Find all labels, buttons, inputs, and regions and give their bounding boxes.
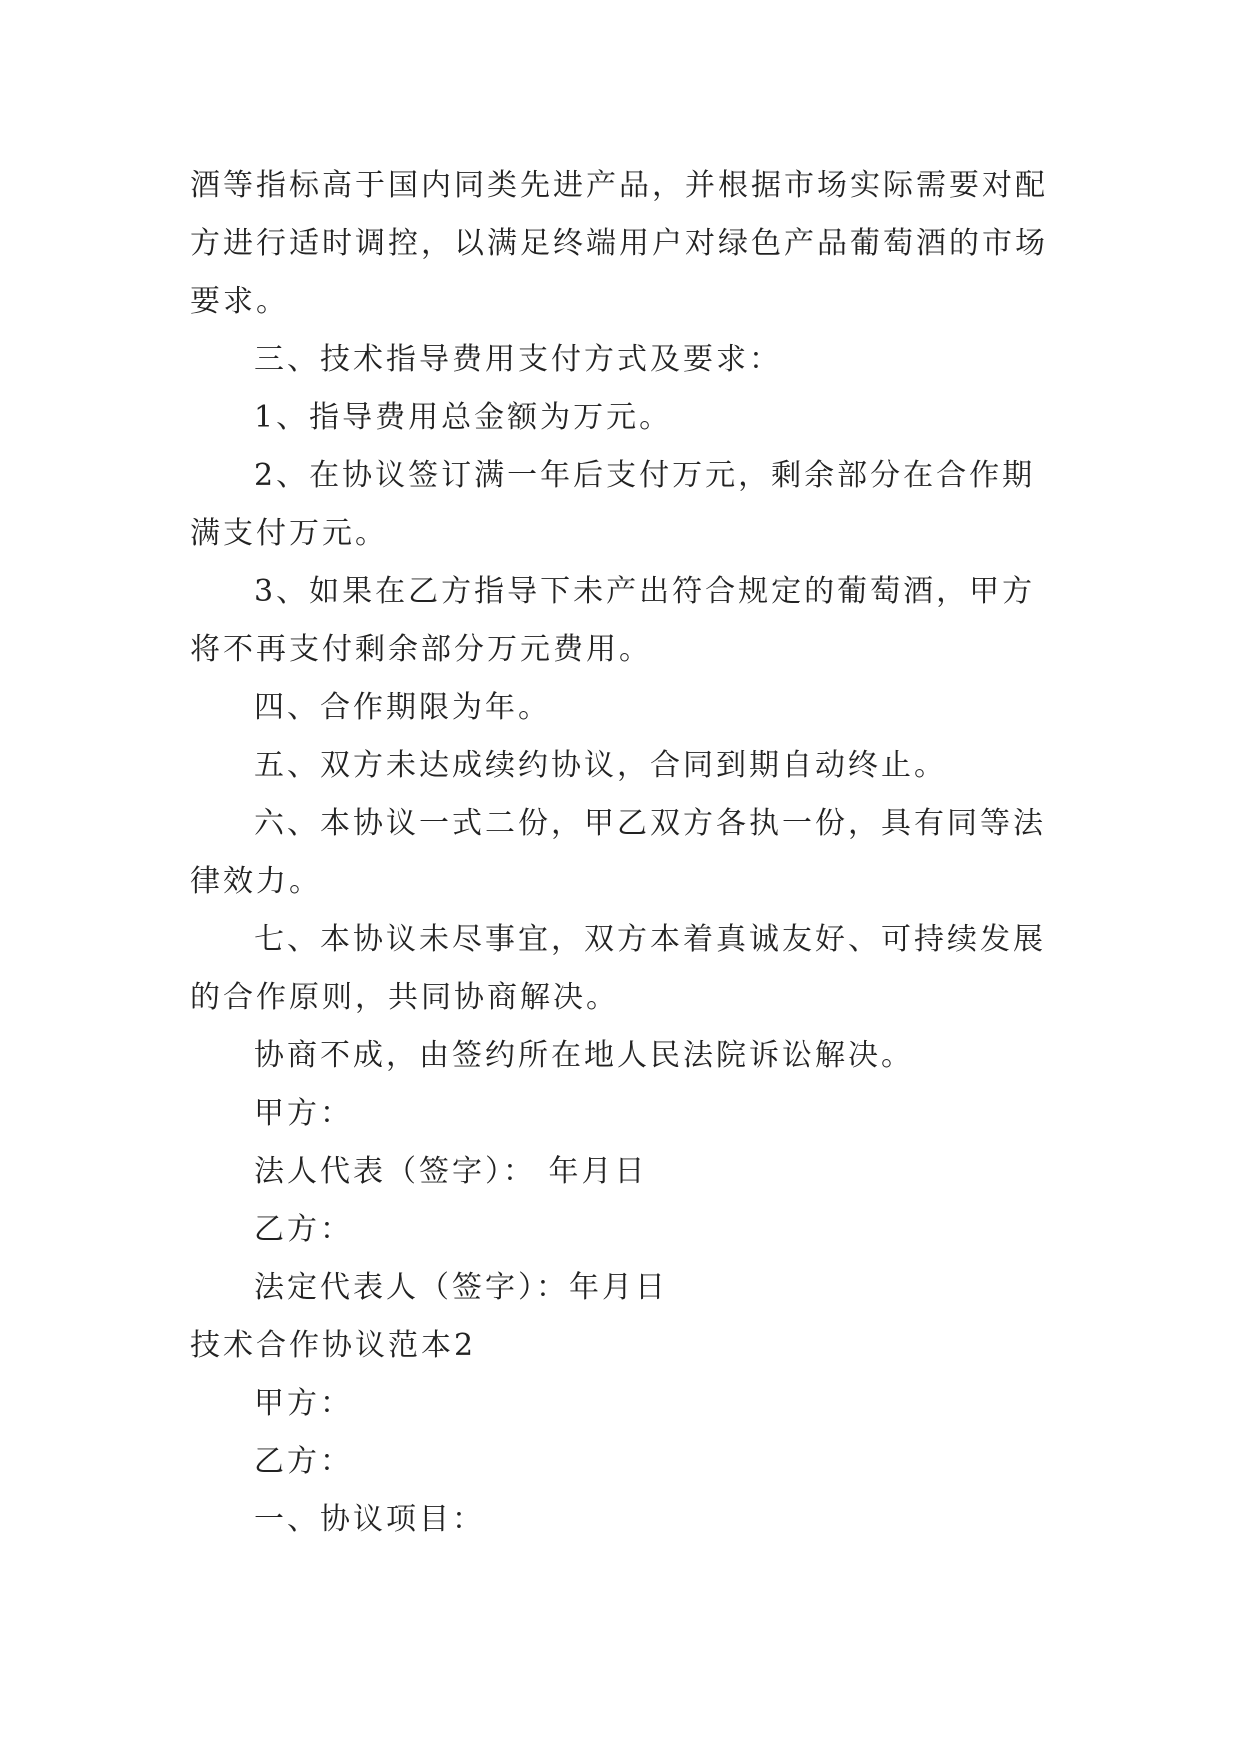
- section-five: 五、双方未达成续约协议，合同到期自动终止。: [254, 748, 947, 783]
- section-three-heading: 三、技术指导费用支付方式及要求：: [254, 342, 782, 377]
- document-body: [190, 157, 1060, 1549]
- party-a-label: 甲方：: [254, 1096, 353, 1131]
- clause-3: 3、如果在乙方指导下未产出符合规定的葡萄酒，甲方将不再支付剩余部分万元费用。: [190, 574, 1036, 667]
- section-seven: 七、本协议未尽事宜，双方本着真诚友好、可持续发展的合作原则，共同协商解决。: [190, 922, 1046, 1015]
- party-b-label: 乙方：: [254, 1212, 353, 1247]
- template-2-party-a: 甲方：: [254, 1386, 353, 1421]
- dispute-resolution: 协商不成，由签约所在地人民法院诉讼解决。: [254, 1038, 914, 1073]
- clause-2: 2、在协议签订满一年后支付万元，剩余部分在合作期满支付万元。: [190, 458, 1036, 551]
- party-a-signature: 法人代表（签字）： 年月日: [254, 1154, 648, 1189]
- template-2-party-b: 乙方：: [254, 1444, 353, 1479]
- clause-1: 1、指导费用总金额为万元。: [254, 400, 673, 435]
- template-2-section-one: 一、协议项目：: [254, 1502, 485, 1537]
- section-four: 四、合作期限为年。: [254, 690, 551, 725]
- section-six: 六、本协议一式二份，甲乙双方各执一份，具有同等法律效力。: [190, 806, 1046, 899]
- party-b-signature: 法定代表人（签字）：年月日: [254, 1270, 668, 1305]
- template-2-title: 技术合作协议范本2: [190, 1328, 477, 1363]
- paragraph-continuation: 酒等指标高于国内同类先进产品，并根据市场实际需要对配方进行适时调控，以满足终端用户对绿色产品葡萄酒的市场要求。: [190, 168, 1048, 319]
